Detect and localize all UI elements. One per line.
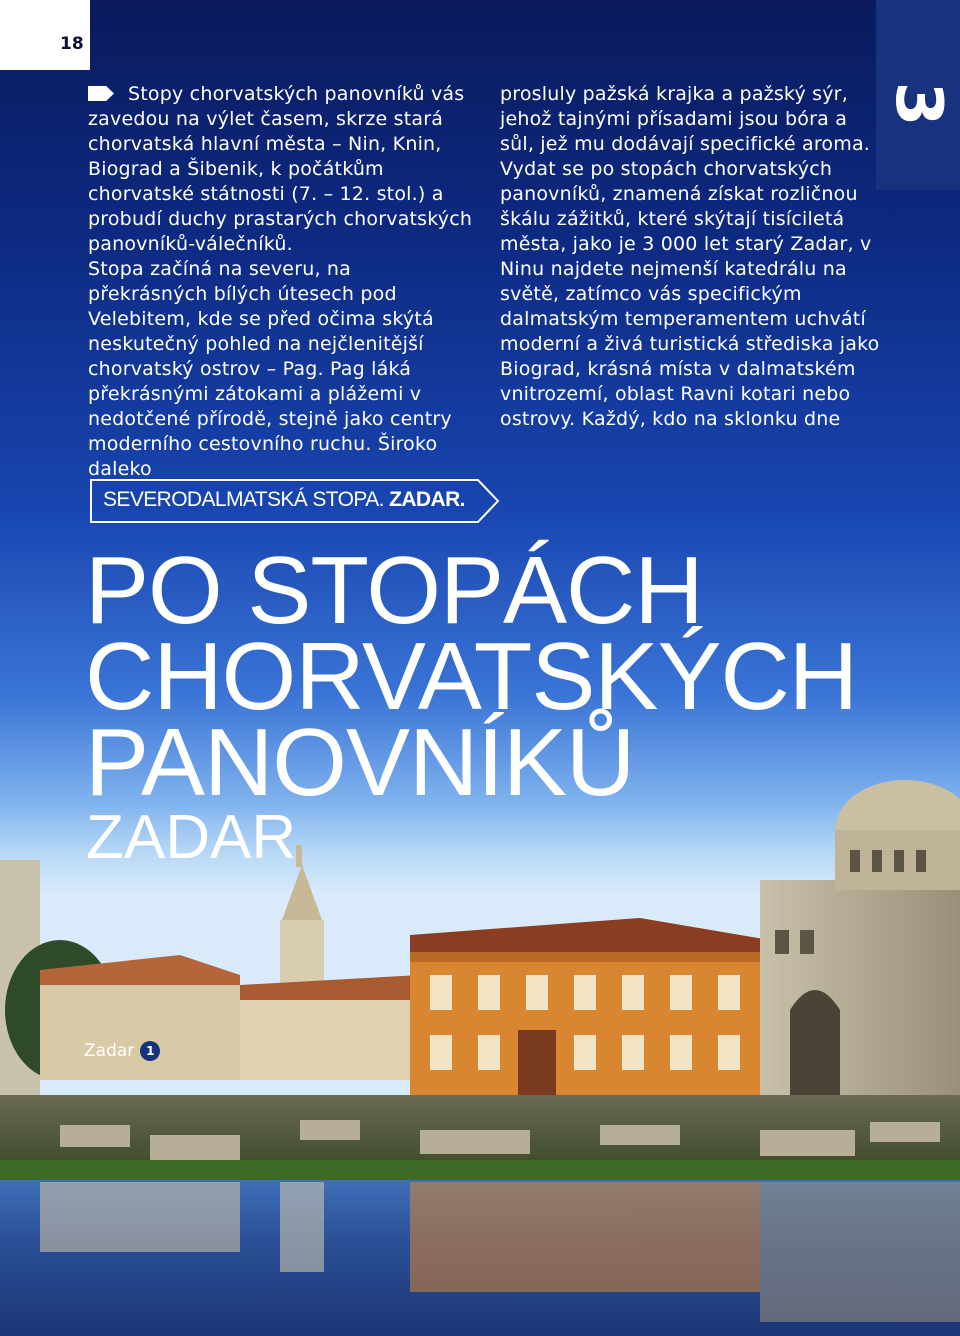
caption-badge: 1 [140,1041,160,1061]
title-line-1: PO STOPÁCH [85,537,703,644]
route-banner [90,479,488,521]
title-line-2: CHORVATSKÝCH [85,623,858,730]
banner-label: SEVERODALMATSKÁ STOPA. [103,488,384,511]
article-right-column [500,82,880,432]
page-subtitle: ZADAR [86,803,297,872]
house-left [40,985,240,1080]
main-building [410,952,770,1102]
article-paragraph-3: prosluly pažská krajka a pažský sýr, jehož tajnými přísadami jsou bóra a sůl, jež mu dodávají specifické aroma. Vydat se po stopách chorvatských panovníků, znamená získat rozličnou škálu zážitků, které skýtají tisíciletá města, jako je 3 000 let starý Zadar, v Ninu najdete nejmenší katedrálu na světě, zatímco vás specifickým dalmatským temperamentem uchvátí moderní a živá turistická střediska jako Biograd, krásná místa v dalmatském vnitrozemí, oblast Ravni kotari nebo ostrovy. Každý, kdo na sklonku dne [500,83,880,430]
paragraph-arrow-icon [88,86,114,101]
photo-caption [84,1041,160,1061]
article-paragraph-2: Stopa začíná na severu, na překrásných bílých útesech pod Velebitem, kde se před očima skýtá neskutečný pohled na nejčlenitější chorvatský ostrov – Pag. Pag láká překrásnými zátokami a plážemi v nedotčené přírodě, stejně jako centry moderního cestovního ruchu. Široko daleko [88,258,452,480]
page-number: 18 [60,34,84,54]
banner-emphasis: ZADAR. [389,488,465,511]
page-title [85,537,858,816]
title-line-3: PANOVNÍKŮ [85,709,635,816]
chapter-number: 3 [881,81,955,127]
caption-text: Zadar [84,1041,135,1061]
article-paragraph-1: Stopy chorvatských panovníků vás zavedou na výlet časem, skrze stará chorvatská hlavní města – Nin, Knin, Biograd a Šibenik, k počátkům chorvatské státnosti (7. – 12. stol.) a probudí duchy prastarých chorvatských panovníků-válečníků. [88,83,473,255]
article-left-column [88,82,473,482]
